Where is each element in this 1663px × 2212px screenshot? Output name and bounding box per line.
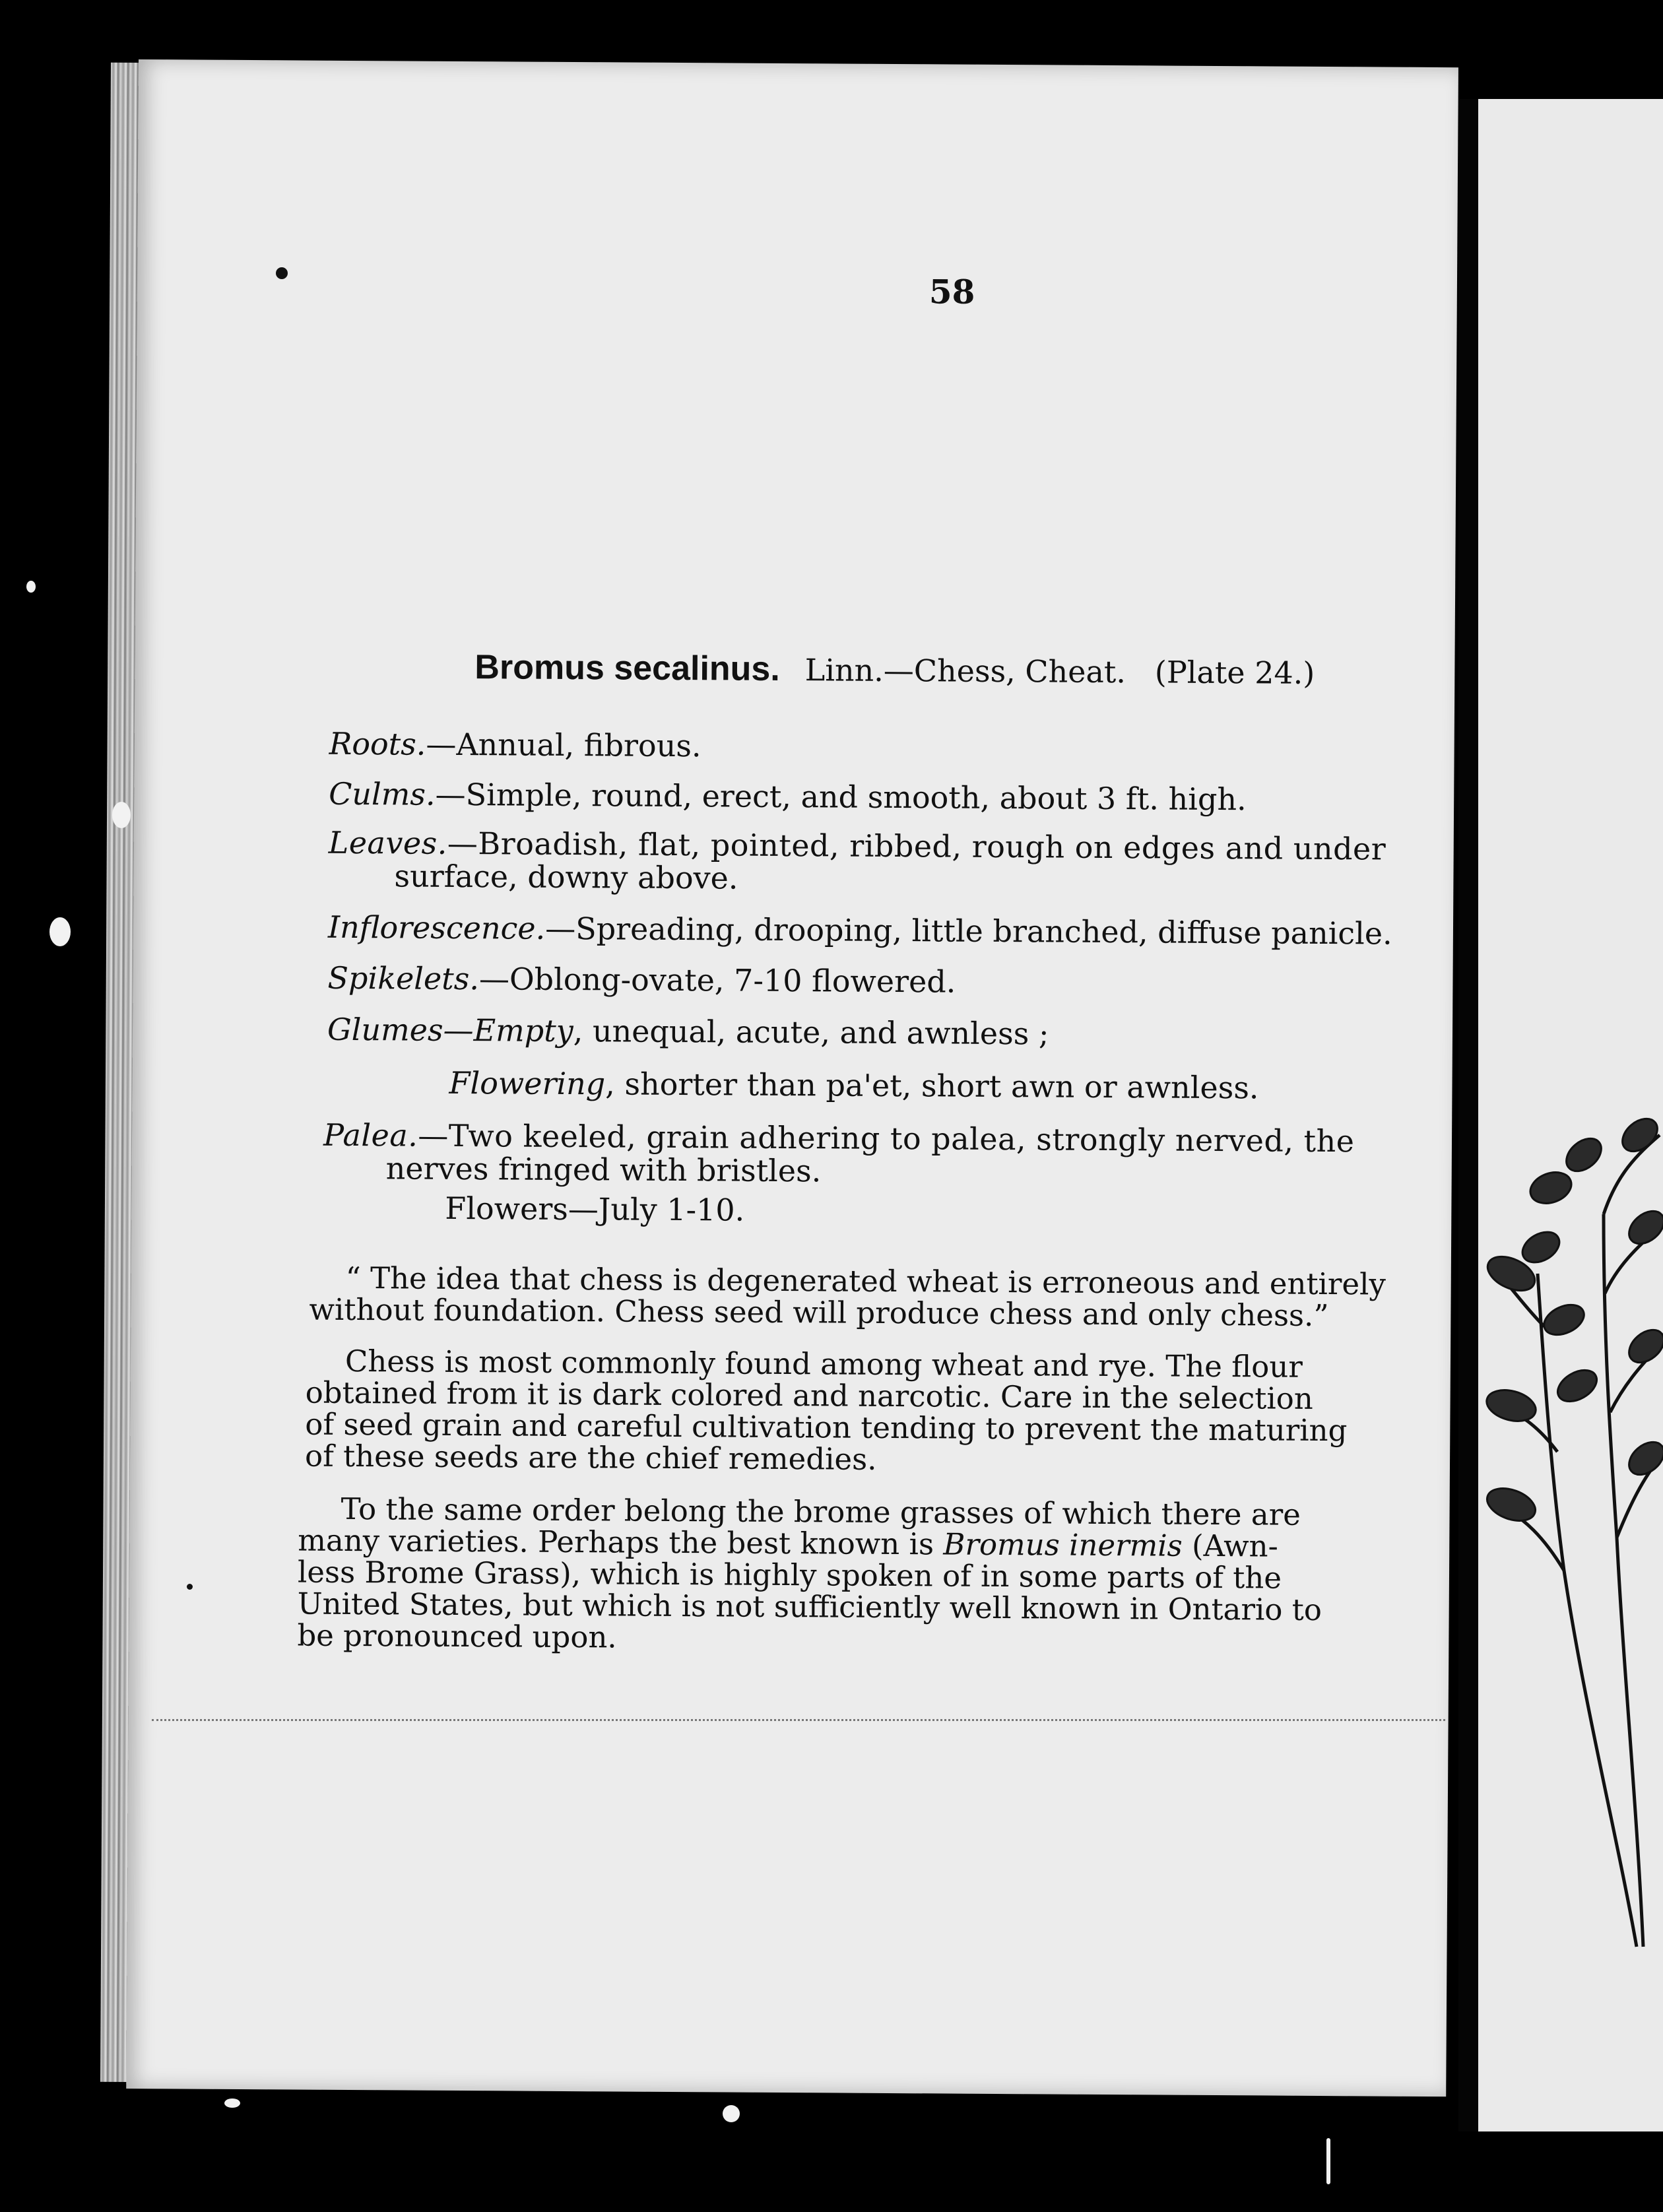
description-palea-cont: nerves fringed with bristles. [385,1150,822,1189]
paragraph-2-line-2: obtained from it is dark colored and narcotic. Care in the selection [305,1375,1313,1416]
species-heading [474,647,1315,692]
description-glumes [327,1011,1049,1052]
description-text: —Spreading, drooping, little branched, diffuse panicle. [545,910,1392,952]
ink-speck [276,267,288,279]
paragraph-3-line-5: be pronounced upon. [297,1617,617,1655]
description-leaves-cont: surface, downy above. [394,858,738,896]
paragraph-3-text: many varieties. Perhaps the best known is [298,1522,944,1562]
species-authority: Linn. [804,652,884,688]
description-inflorescence [327,909,1392,952]
page-fold-line [152,1719,1445,1721]
dust-speck [49,917,71,946]
paragraph-2-line-1: Chess is most commonly found among wheat and rye. The flour [344,1343,1303,1384]
description-label: Inflorescence. [327,909,546,946]
paragraph-1-line-1: “ The idea that chess is degenerated wheat is erroneous and entirely [345,1260,1386,1302]
grass-plant-illustration [1485,1109,1663,1967]
paragraph-3-line-3: less Brome Grass), which is highly spoken of in some parts of the [297,1554,1282,1596]
dust-speck [224,2098,240,2108]
plate-reference: (Plate 24.) [1154,654,1315,691]
description-label: Leaves. [328,824,448,861]
description-flowering [449,1064,1259,1106]
paragraph-2-line-3: of seed grain and careful cultivation tending to prevent the maturing [305,1406,1348,1448]
page-number: 58 [929,272,975,311]
dust-speck [1326,2138,1330,2184]
species-name: Bromus secalinus. [474,648,780,688]
description-text: —Oblong-ovate, 7-10 flowered. [478,961,956,1000]
description-label: Spikelets. [327,960,480,997]
dust-speck [723,2105,740,2122]
paragraph-1-line-2: without foundation. Chess seed will produce chess and only chess.” [309,1291,1329,1334]
description-text: , shorter than pa'et, short awn or awnless. [605,1066,1259,1106]
description-roots [329,725,701,764]
description-label: Roots. [329,725,426,762]
book-page [126,59,1458,2097]
dust-speck [26,581,36,593]
description-label: Culms. [329,775,436,812]
paragraph-3-text: (Awn- [1182,1528,1278,1564]
description-label: Glumes—Empty [327,1011,573,1049]
description-spikelets [327,960,956,1000]
description-text: , unequal, acute, and awnless ; [573,1013,1049,1052]
common-names: —Chess, Cheat. [883,652,1126,690]
paragraph-3-line-1: To the same order belong the brome grasses of which there are [341,1491,1301,1532]
description-label: Flowering [449,1064,606,1102]
ink-speck [187,1584,193,1590]
species-mention: Bromus inermis [943,1526,1183,1563]
description-label: Palea. [323,1117,418,1154]
description-culms [329,775,1247,818]
flowering-period: Flowers—July 1-10. [445,1190,745,1228]
description-text: —Two keeled, grain adhering to palea, strongly nerved, the [418,1117,1355,1159]
description-text: —Broadish, flat, pointed, ribbed, rough on edges and under [447,825,1386,867]
paragraph-2-line-4: of these seeds are the chief remedies. [304,1438,877,1477]
paragraph-3-line-4: United States, but which is not sufficiently well known in Ontario to [297,1586,1322,1627]
description-text: —Annual, fibrous. [426,726,701,764]
description-text: —Simple, round, erect, and smooth, about 3 ft. high. [435,776,1247,818]
book-gutter [1458,99,1478,2131]
dust-speck [112,802,131,828]
